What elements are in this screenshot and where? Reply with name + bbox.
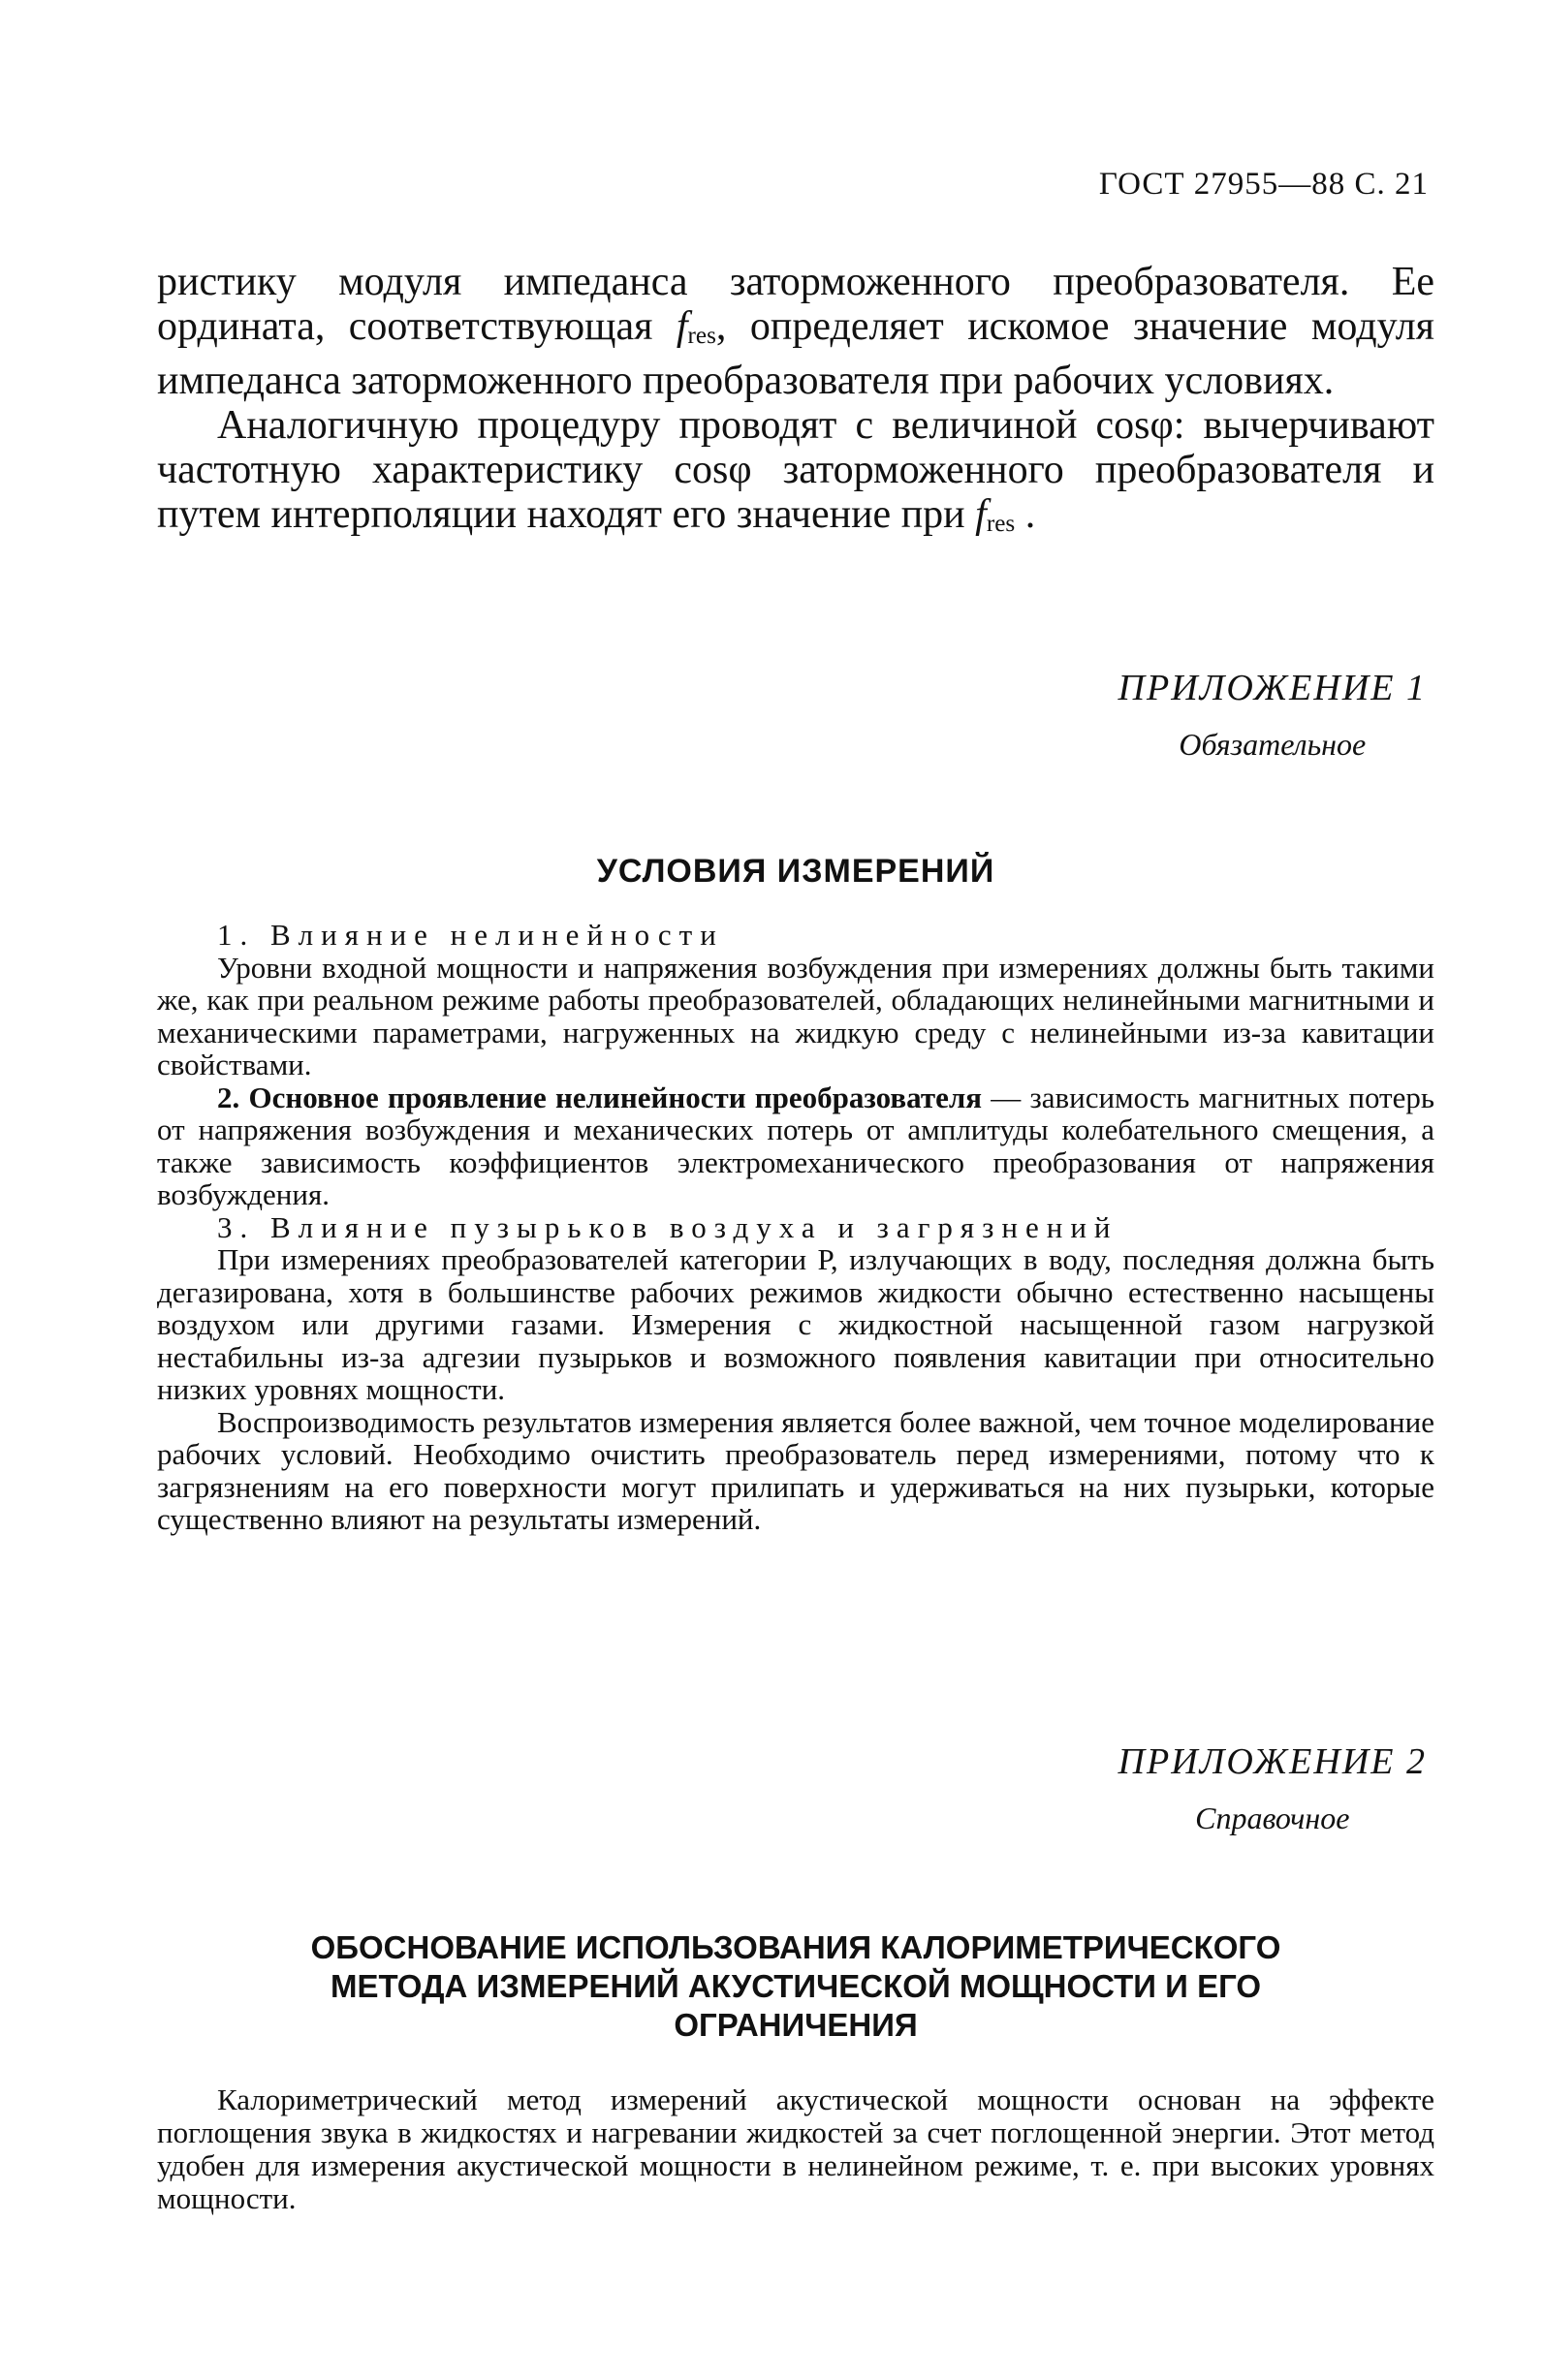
appendix-1-title: УСЛОВИЯ ИЗМЕРЕНИЙ [596,853,995,890]
appendix-2-label-block [1118,1740,1427,1836]
item-2-lead: 2. Основное проявление нелинейности преобразователя [217,1080,982,1114]
intro-paragraph-2-text: Аналогичную процедуру проводят с величиной cosφ: вычерчивают частотную характеристику cosφ заторможенного преобразователя и путем интерполяции находят его значение при [157,403,1434,537]
intro-paragraph-1 [157,260,1434,403]
item-3-text: При измерениях преобразователей категории Р, излучающих в воду, последняя должна быть дегазирована, хотя в большинстве рабочих режимов жидкости обычно естественно насыщены воздухом или другими газами. Измерения с жидкостной насыщенной газом нагрузкой нестабильны из-за адгезии пузырьков и возможного появления кавитации при относительно низких уровнях мощности. [157,1242,1434,1406]
appendix-2-body [157,2083,1434,2215]
intro-paragraph-2: Аналогичную процедуру проводят с величиной cosφ: вычерчивают частотную характеристику cosφ заторможенного преобразователя и путем интерполяции находят его значение при $f_{res}$ . [157,403,1434,537]
running-head: ГОСТ 27955—88 С. 21 [1098,167,1429,202]
appendix-1-label-block [1118,667,1427,763]
f-res-symbol: $f_{res}$ [676,304,716,349]
intro-paragraph-1-text: ристику модуля импеданса заторможенного преобразователя. Ее ордината, соответствующая [157,260,1434,349]
appendix-1-type: Обязательное [1179,727,1367,762]
appendix-2-text: Калориметрический метод измерений акустической мощности основан на эффекте поглощения звука в жидкостях и нагревании жидкостей за счет поглощенной энергии. Этот метод удобен для измерения акустической мощности в нелинейном режиме, т. е. при высоких уровнях мощности. [157,2082,1434,2215]
appendix-2-title-line-2: МЕТОДА ИЗМЕРЕНИЙ АКУСТИЧЕСКОЙ МОЩНОСТИ И ЕГО [330,1968,1262,2004]
appendix-2-title-line-1: ОБОСНОВАНИЕ ИСПОЛЬЗОВАНИЯ КАЛОРИМЕТРИЧЕСКОГО [310,1929,1281,1965]
appendix-1-body [157,919,1434,1536]
item-1-title: 1. Влияние нелинейности [217,918,724,952]
appendix-1-label: ПРИЛОЖЕНИЕ 1 [1118,668,1427,708]
item-3-title: 3. Влияние пузырьков воздуха и загрязнений [217,1209,1118,1244]
intro-section [157,260,1434,547]
appendix-2-title [157,1928,1434,2045]
f-res-symbol: $f_{res}$ [975,492,1016,537]
item-3-text-2: Воспроизводимость результатов измерения является более важной, чем точное моделирование рабочих условий. Необходимо очистить преобразователь перед измерениями, потому что к загрязнениям на его поверхности могут прилипать и удерживаться на них пузырьки, которые существенно влияют на результаты измерений. [157,1404,1434,1536]
appendix-2-type: Справочное [1195,1801,1350,1835]
appendix-2-title-line-3: ОГРАНИЧЕНИЯ [674,2007,918,2043]
appendix-2-label: ПРИЛОЖЕНИЕ 2 [1118,1741,1427,1782]
item-2-paragraph [157,1081,1434,1211]
intro-paragraph-1-rest: , определяет искомое значение модуля импеданса заторможенного преобразователя при рабочих условиях. [157,304,1435,403]
item-2-text: — зависимость магнитных потерь от напряжения возбуждения и механических потерь от амплитуды колебательного смещения, а также зависимость коэффициентов электромеханического преобразования от напряжения возбуждения. [157,1080,1434,1211]
item-1-text: Уровни входной мощности и напряжения возбуждения при измерениях должны быть такими же, как при реальном режиме работы преобразователей, обладающих нелинейными магнитными и механическими параметрами, нагруженных на жидкую среду с нелинейными из-за кавитации свойствами. [157,950,1434,1081]
